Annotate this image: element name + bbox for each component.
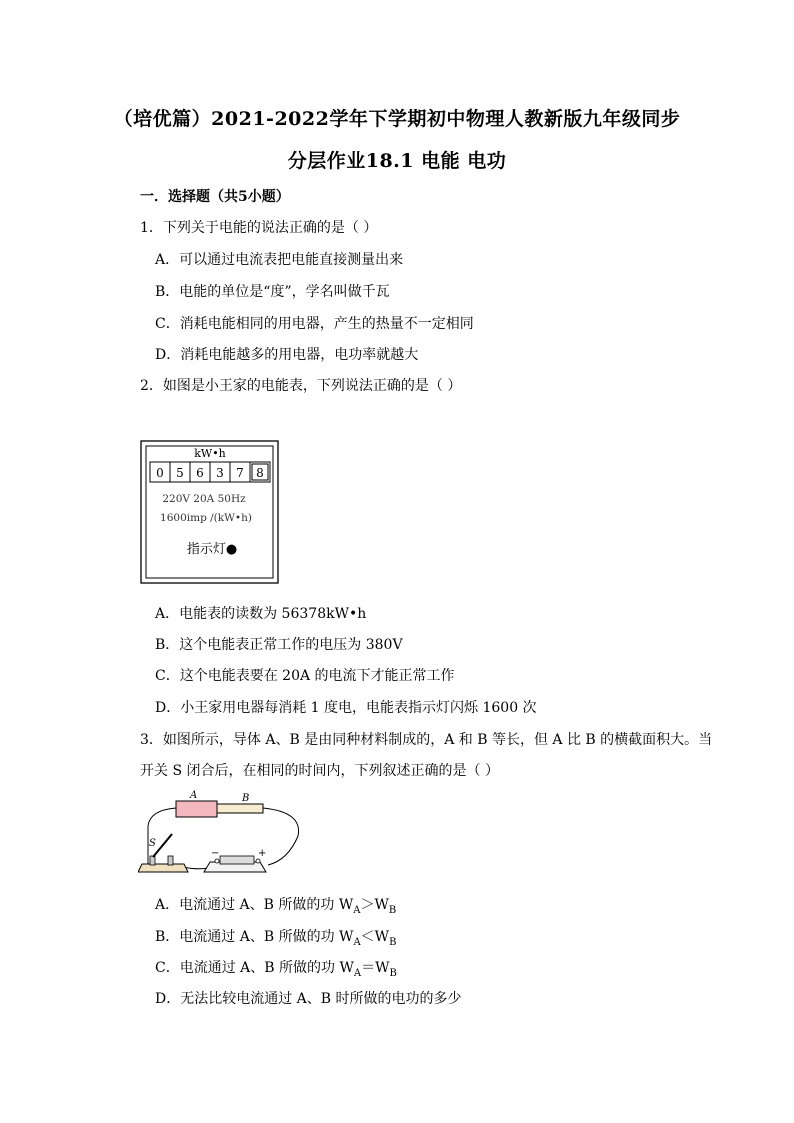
switch — [138, 834, 188, 872]
circuit-diagram-figure — [138, 788, 308, 880]
question-1-option-d: D．消耗电能越多的用电器，电功率就越大 — [155, 347, 419, 363]
question-1-option-a: A．可以通过电流表把电能直接测量出来 — [155, 252, 404, 268]
question-2-option-c: C．这个电能表要在 20A 的电流下才能正常工作 — [155, 668, 455, 684]
electric-meter-figure — [140, 440, 280, 586]
conductor-a-label: A — [190, 790, 198, 801]
battery — [204, 848, 266, 872]
question-2-option-b: B．这个电能表正常工作的电压为 380V — [155, 637, 403, 653]
switch-label: S — [149, 838, 156, 849]
question-3-option-a: A．电流通过 A、B 所做的功 $W_A>W_B$ — [155, 897, 397, 916]
question-3-option-d: D．无法比较电流通过 A、B 时所做的电功的多少 — [155, 991, 462, 1007]
meter-digit: 5 — [176, 466, 184, 480]
question-3-option-c: C．电流通过 A、B 所做的功 $W_A=W_B$ — [155, 960, 397, 979]
conductor-a — [176, 801, 217, 817]
question-3-stem-line-1: 3．如图所示，导体 A、B 是由同种材料制成的，A 和 B 等长，但 A 比 B 的横截面积大。当 — [140, 732, 713, 748]
meter-digit: 3 — [216, 466, 224, 480]
question-3-option-b: B．电流通过 A、B 所做的功 $W_A<W_B$ — [155, 929, 397, 948]
question-2-option-d: D．小王家用电器每消耗 1 度电，电能表指示灯闪烁 1600 次 — [155, 700, 537, 716]
meter-unit-label: kW•h — [194, 447, 226, 460]
meter-digit-row — [150, 462, 270, 482]
conductor-b-label: B — [242, 793, 250, 804]
question-1-option-b: B．电能的单位是“度”，学名叫做千瓦 — [155, 284, 390, 300]
document-title-line-2: 分层作业18.1 电能 电功 — [287, 150, 507, 172]
question-2-option-a: A．电能表的读数为 56378kW•h — [155, 606, 367, 622]
question-3-stem-line-2: 开关 S 闭合后，在相同的时间内，下列叙述正确的是（ ） — [140, 763, 499, 779]
meter-indicator-label: 指示灯● — [186, 542, 238, 557]
meter-digit: 7 — [236, 466, 244, 480]
question-1-stem: 1．下列关于电能的说法正确的是（ ） — [140, 220, 378, 236]
meter-spec-voltage: 220V 20A 50Hz — [162, 493, 246, 505]
document-title-line-1: （培优篇）2021-2022学年下学期初中物理人教新版九年级同步 — [113, 108, 681, 130]
meter-digit: 6 — [196, 466, 204, 480]
meter-digit: 0 — [156, 466, 164, 480]
meter-digit: 8 — [256, 466, 264, 480]
question-2-stem: 2．如图是小王家的电能表，下列说法正确的是（ ） — [140, 378, 462, 394]
conductor-b — [217, 804, 263, 813]
section-heading: 一．选择题（共5小题） — [140, 189, 290, 205]
question-1-option-c: C．消耗电能相同的用电器，产生的热量不一定相同 — [155, 316, 474, 332]
battery-minus-label: − — [211, 848, 220, 859]
meter-spec-imp: 1600imp /(kW•h) — [160, 512, 252, 524]
battery-plus-label: + — [258, 848, 267, 859]
